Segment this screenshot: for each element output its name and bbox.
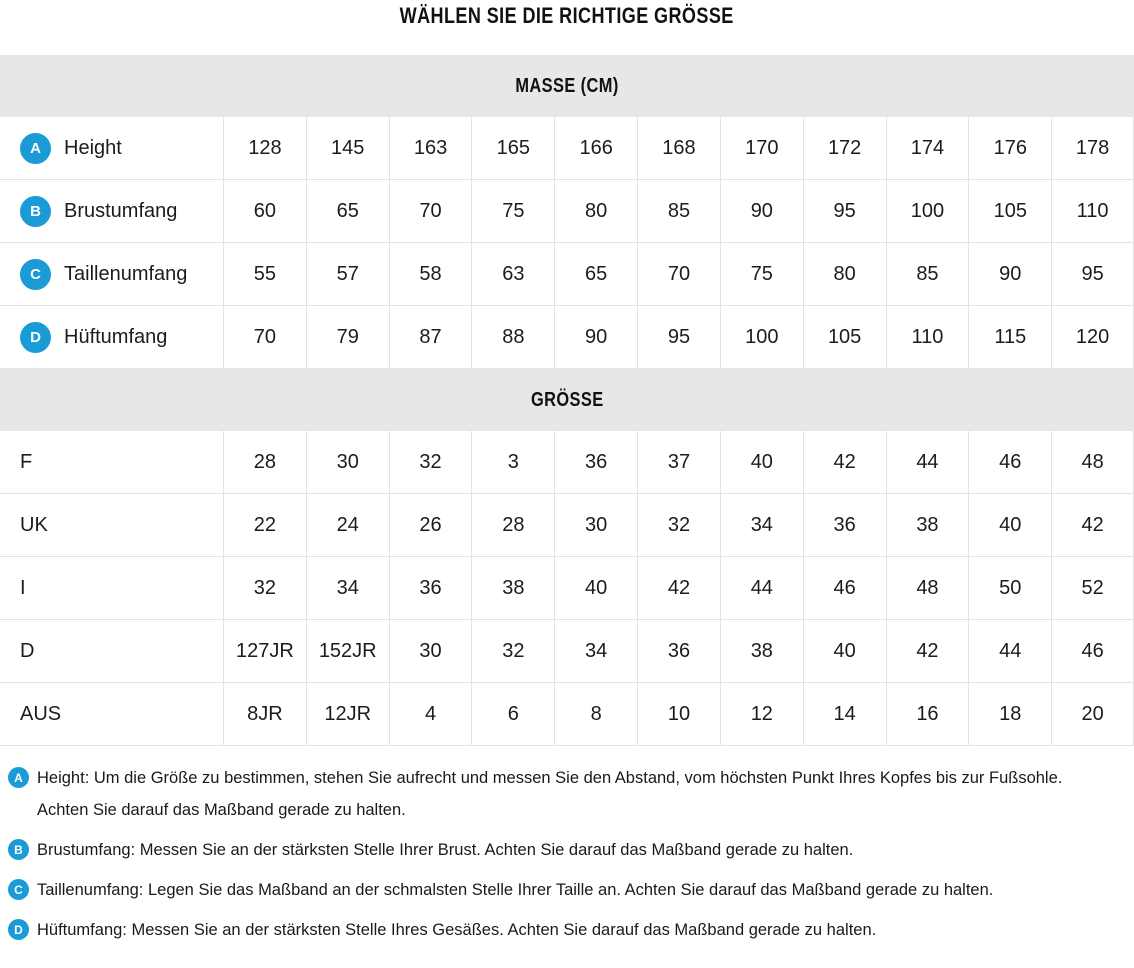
- cell: 95: [1051, 243, 1134, 305]
- cell: 145: [306, 117, 389, 179]
- cell: 50: [968, 557, 1051, 619]
- cell: 3: [471, 431, 554, 493]
- cell: 32: [389, 431, 472, 493]
- cell: 58: [389, 243, 472, 305]
- cell: 127JR: [223, 620, 306, 682]
- cell: 30: [554, 494, 637, 556]
- cell: 36: [803, 494, 886, 556]
- cell: 178: [1051, 117, 1134, 179]
- page-title: WÄHLEN SIE DIE RICHTIGE GRÖSSE: [399, 3, 735, 28]
- cell: 57: [306, 243, 389, 305]
- cell: 42: [803, 431, 886, 493]
- cell: 34: [720, 494, 803, 556]
- cell: 105: [968, 180, 1051, 242]
- row-label: Brustumfang: [64, 199, 178, 222]
- cell: 32: [637, 494, 720, 556]
- cell: 176: [968, 117, 1051, 179]
- row-label: Taillenumfang: [64, 262, 188, 285]
- cell: 4: [389, 683, 472, 745]
- cell: 174: [886, 117, 969, 179]
- row-label: D: [20, 639, 35, 662]
- cell: 100: [720, 306, 803, 368]
- cell: 44: [968, 620, 1051, 682]
- cell: 105: [803, 306, 886, 368]
- cell: 75: [471, 180, 554, 242]
- row-d: [0, 620, 1134, 683]
- footnote-text: Hüftumfang: Messen Sie an der stärksten Stelle Ihres Gesäßes. Achten Sie darauf das Maßband gerade zu halten.: [37, 921, 877, 939]
- cell: 95: [637, 306, 720, 368]
- cell: 42: [886, 620, 969, 682]
- footnote-text: Taillenumfang: Legen Sie das Maßband an der schmalsten Stelle Ihrer Taille an. Achten Sie darauf das Maßband gerade zu halten.: [37, 881, 994, 899]
- cell: 90: [720, 180, 803, 242]
- cell: 110: [886, 306, 969, 368]
- cell: 26: [389, 494, 472, 556]
- cell: 85: [637, 180, 720, 242]
- cell: 8JR: [223, 683, 306, 745]
- cell: 165: [471, 117, 554, 179]
- cell: 40: [968, 494, 1051, 556]
- cell: 46: [1051, 620, 1134, 682]
- footnote-text: Brustumfang: Messen Sie an der stärksten Stelle Ihrer Brust. Achten Sie darauf das Maßband gerade zu halten.: [37, 841, 854, 859]
- cell: 14: [803, 683, 886, 745]
- cell: 90: [968, 243, 1051, 305]
- footnote-hueftumfang: [8, 914, 1124, 946]
- measurements-section-header: [0, 55, 1134, 117]
- footnote-badge-a: A: [8, 767, 29, 788]
- cell: 38: [720, 620, 803, 682]
- cell: 6: [471, 683, 554, 745]
- cell: 32: [471, 620, 554, 682]
- row-label: Height: [64, 136, 122, 159]
- sizes-section-header: [0, 369, 1134, 431]
- row-i: [0, 557, 1134, 620]
- cell: 88: [471, 306, 554, 368]
- cell: 79: [306, 306, 389, 368]
- cell: 40: [720, 431, 803, 493]
- cell: 95: [803, 180, 886, 242]
- cell: 80: [803, 243, 886, 305]
- row-label-cell: [0, 431, 223, 493]
- cell: 10: [637, 683, 720, 745]
- cell: 63: [471, 243, 554, 305]
- row-taillenumfang: [0, 243, 1134, 306]
- cell: 100: [886, 180, 969, 242]
- cell: 12JR: [306, 683, 389, 745]
- row-label-cell: [0, 117, 223, 179]
- cell: 28: [471, 494, 554, 556]
- title-bar: [0, 0, 1134, 55]
- cell: 87: [389, 306, 472, 368]
- cell: 32: [223, 557, 306, 619]
- footnote-badge-d: D: [8, 919, 29, 940]
- cell: 30: [306, 431, 389, 493]
- cell: 16: [886, 683, 969, 745]
- cell: 24: [306, 494, 389, 556]
- cell: 40: [554, 557, 637, 619]
- cell: 38: [471, 557, 554, 619]
- row-label-cell: [0, 683, 223, 745]
- row-hueftumfang: [0, 306, 1134, 369]
- footnote-taillenumfang: [8, 874, 1124, 906]
- cell: 115: [968, 306, 1051, 368]
- cell: 46: [968, 431, 1051, 493]
- badge-b: B: [20, 196, 51, 227]
- cell: 8: [554, 683, 637, 745]
- sizes-header-label: GRÖSSE: [530, 388, 604, 411]
- row-label: AUS: [20, 702, 62, 725]
- cell: 110: [1051, 180, 1134, 242]
- cell: 37: [637, 431, 720, 493]
- cell: 152JR: [306, 620, 389, 682]
- cell: 168: [637, 117, 720, 179]
- cell: 48: [886, 557, 969, 619]
- row-label-cell: [0, 620, 223, 682]
- footnote-height: [8, 762, 1124, 826]
- cell: 80: [554, 180, 637, 242]
- row-height: [0, 117, 1134, 180]
- footnote-badge-c: C: [8, 879, 29, 900]
- row-label-cell: [0, 494, 223, 556]
- cell: 65: [554, 243, 637, 305]
- cell: 20: [1051, 683, 1134, 745]
- cell: 75: [720, 243, 803, 305]
- cell: 65: [306, 180, 389, 242]
- footnote-badge-b: B: [8, 839, 29, 860]
- cell: 120: [1051, 306, 1134, 368]
- cell: 42: [637, 557, 720, 619]
- cell: 128: [223, 117, 306, 179]
- cell: 172: [803, 117, 886, 179]
- row-label-cell: [0, 243, 223, 305]
- cell: 44: [886, 431, 969, 493]
- cell: 90: [554, 306, 637, 368]
- cell: 28: [223, 431, 306, 493]
- cell: 22: [223, 494, 306, 556]
- badge-d: D: [20, 322, 51, 353]
- cell: 34: [306, 557, 389, 619]
- cell: 44: [720, 557, 803, 619]
- footnote-brustumfang: [8, 834, 1124, 866]
- row-uk: [0, 494, 1134, 557]
- footnotes: [0, 746, 1134, 968]
- cell: 36: [554, 431, 637, 493]
- cell: 36: [389, 557, 472, 619]
- row-label-cell: [0, 180, 223, 242]
- row-label: Hüftumfang: [64, 325, 168, 348]
- row-aus: [0, 683, 1134, 746]
- cell: 70: [637, 243, 720, 305]
- cell: 12: [720, 683, 803, 745]
- footnote-text: Height: Um die Größe zu bestimmen, stehen Sie aufrecht und messen Sie den Abstand, vom höchsten Punkt Ihres Kopfes bis zur Fußsohle. Achten Sie darauf das Maßband gerade zu halten.: [37, 769, 1063, 819]
- cell: 166: [554, 117, 637, 179]
- cell: 163: [389, 117, 472, 179]
- cell: 34: [554, 620, 637, 682]
- cell: 60: [223, 180, 306, 242]
- row-label: I: [20, 576, 26, 599]
- row-label: UK: [20, 513, 48, 536]
- row-label: F: [20, 450, 33, 473]
- cell: 52: [1051, 557, 1134, 619]
- row-label-cell: [0, 306, 223, 368]
- cell: 36: [637, 620, 720, 682]
- badge-a: A: [20, 133, 51, 164]
- cell: 170: [720, 117, 803, 179]
- cell: 48: [1051, 431, 1134, 493]
- row-brustumfang: [0, 180, 1134, 243]
- cell: 85: [886, 243, 969, 305]
- cell: 30: [389, 620, 472, 682]
- cell: 42: [1051, 494, 1134, 556]
- cell: 70: [389, 180, 472, 242]
- measurements-header-label: MASSE (CM): [515, 74, 619, 97]
- cell: 38: [886, 494, 969, 556]
- badge-c: C: [20, 259, 51, 290]
- cell: 46: [803, 557, 886, 619]
- cell: 55: [223, 243, 306, 305]
- cell: 70: [223, 306, 306, 368]
- row-f: [0, 431, 1134, 494]
- cell: 18: [968, 683, 1051, 745]
- cell: 40: [803, 620, 886, 682]
- row-label-cell: [0, 557, 223, 619]
